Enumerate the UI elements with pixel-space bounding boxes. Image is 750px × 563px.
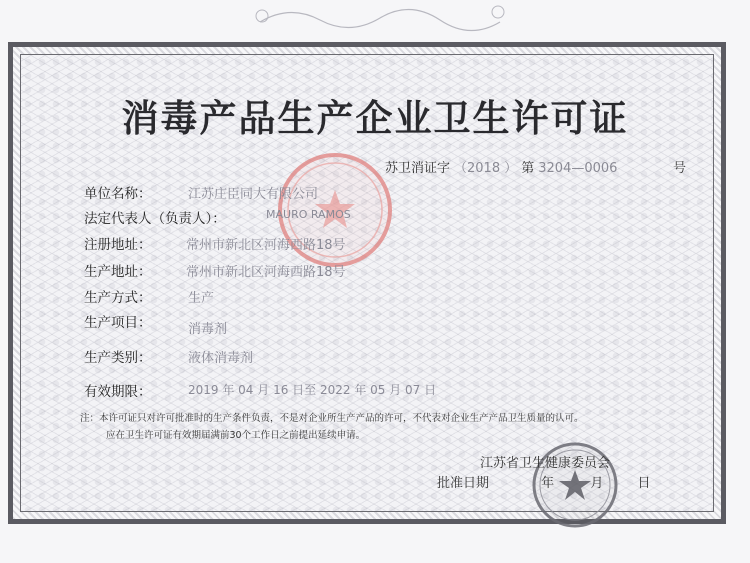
issuer-name: 江苏省卫生健康委员会 [480,456,611,471]
note-line-2: 应在卫生许可证有效期届满前30个工作日之前提出延续申请。 [106,430,366,441]
field-value-legal-rep: MAURO RAMOS [266,208,351,221]
field-label-validity: 有效期限： [84,384,152,400]
certificate-title: 消毒产品生产企业卫生许可证 [121,97,629,140]
top-ornament [250,2,510,36]
field-label-prod-category: 生产类别： [84,350,152,366]
field-value-prod-address: 常州市新北区河海西路18号 [186,265,346,280]
field-value-prod-item: 消毒剂 [188,322,228,337]
field-label-prod-address: 生产地址： [84,264,152,280]
field-label-company: 单位名称： [84,186,152,202]
field-value-reg-address: 常州市新北区河海西路18号 [186,238,346,253]
field-label-reg-address: 注册地址： [84,237,152,253]
field-value-prod-mode: 生产 [188,291,215,306]
field-value-prod-category: 液体消毒剂 [188,351,254,366]
approval-label: 批准日期 [437,476,490,491]
number-hao: 号 [673,161,687,176]
field-value-company: 江苏庄臣同大有限公司 [188,187,319,202]
certificate-number [385,157,687,176]
number-value: 3204—0006 [538,161,618,176]
number-di: 第 [521,161,535,176]
field-label-prod-mode: 生产方式： [84,290,152,306]
number-year: （2018 ） [454,161,518,176]
approval-date [437,472,650,491]
field-label-prod-item: 生产项目： [84,315,152,331]
note-line-1: 注：本许可证只对许可批准时的生产条件负责，不是对企业所生产产品的许可，不代表对企业生产产品卫生质量的认可。 [80,413,584,424]
approval-day-unit: 日 [637,476,651,491]
approval-year-unit: 年 [541,476,555,491]
number-prefix: 苏卫消证字 [385,161,451,176]
approval-month-unit: 月 [590,476,604,491]
field-value-validity: 2019 年 04 月 16 日至 2022 年 05 月 07 日 [188,383,437,397]
field-label-legal-rep: 法定代表人（负责人）： [84,211,226,227]
